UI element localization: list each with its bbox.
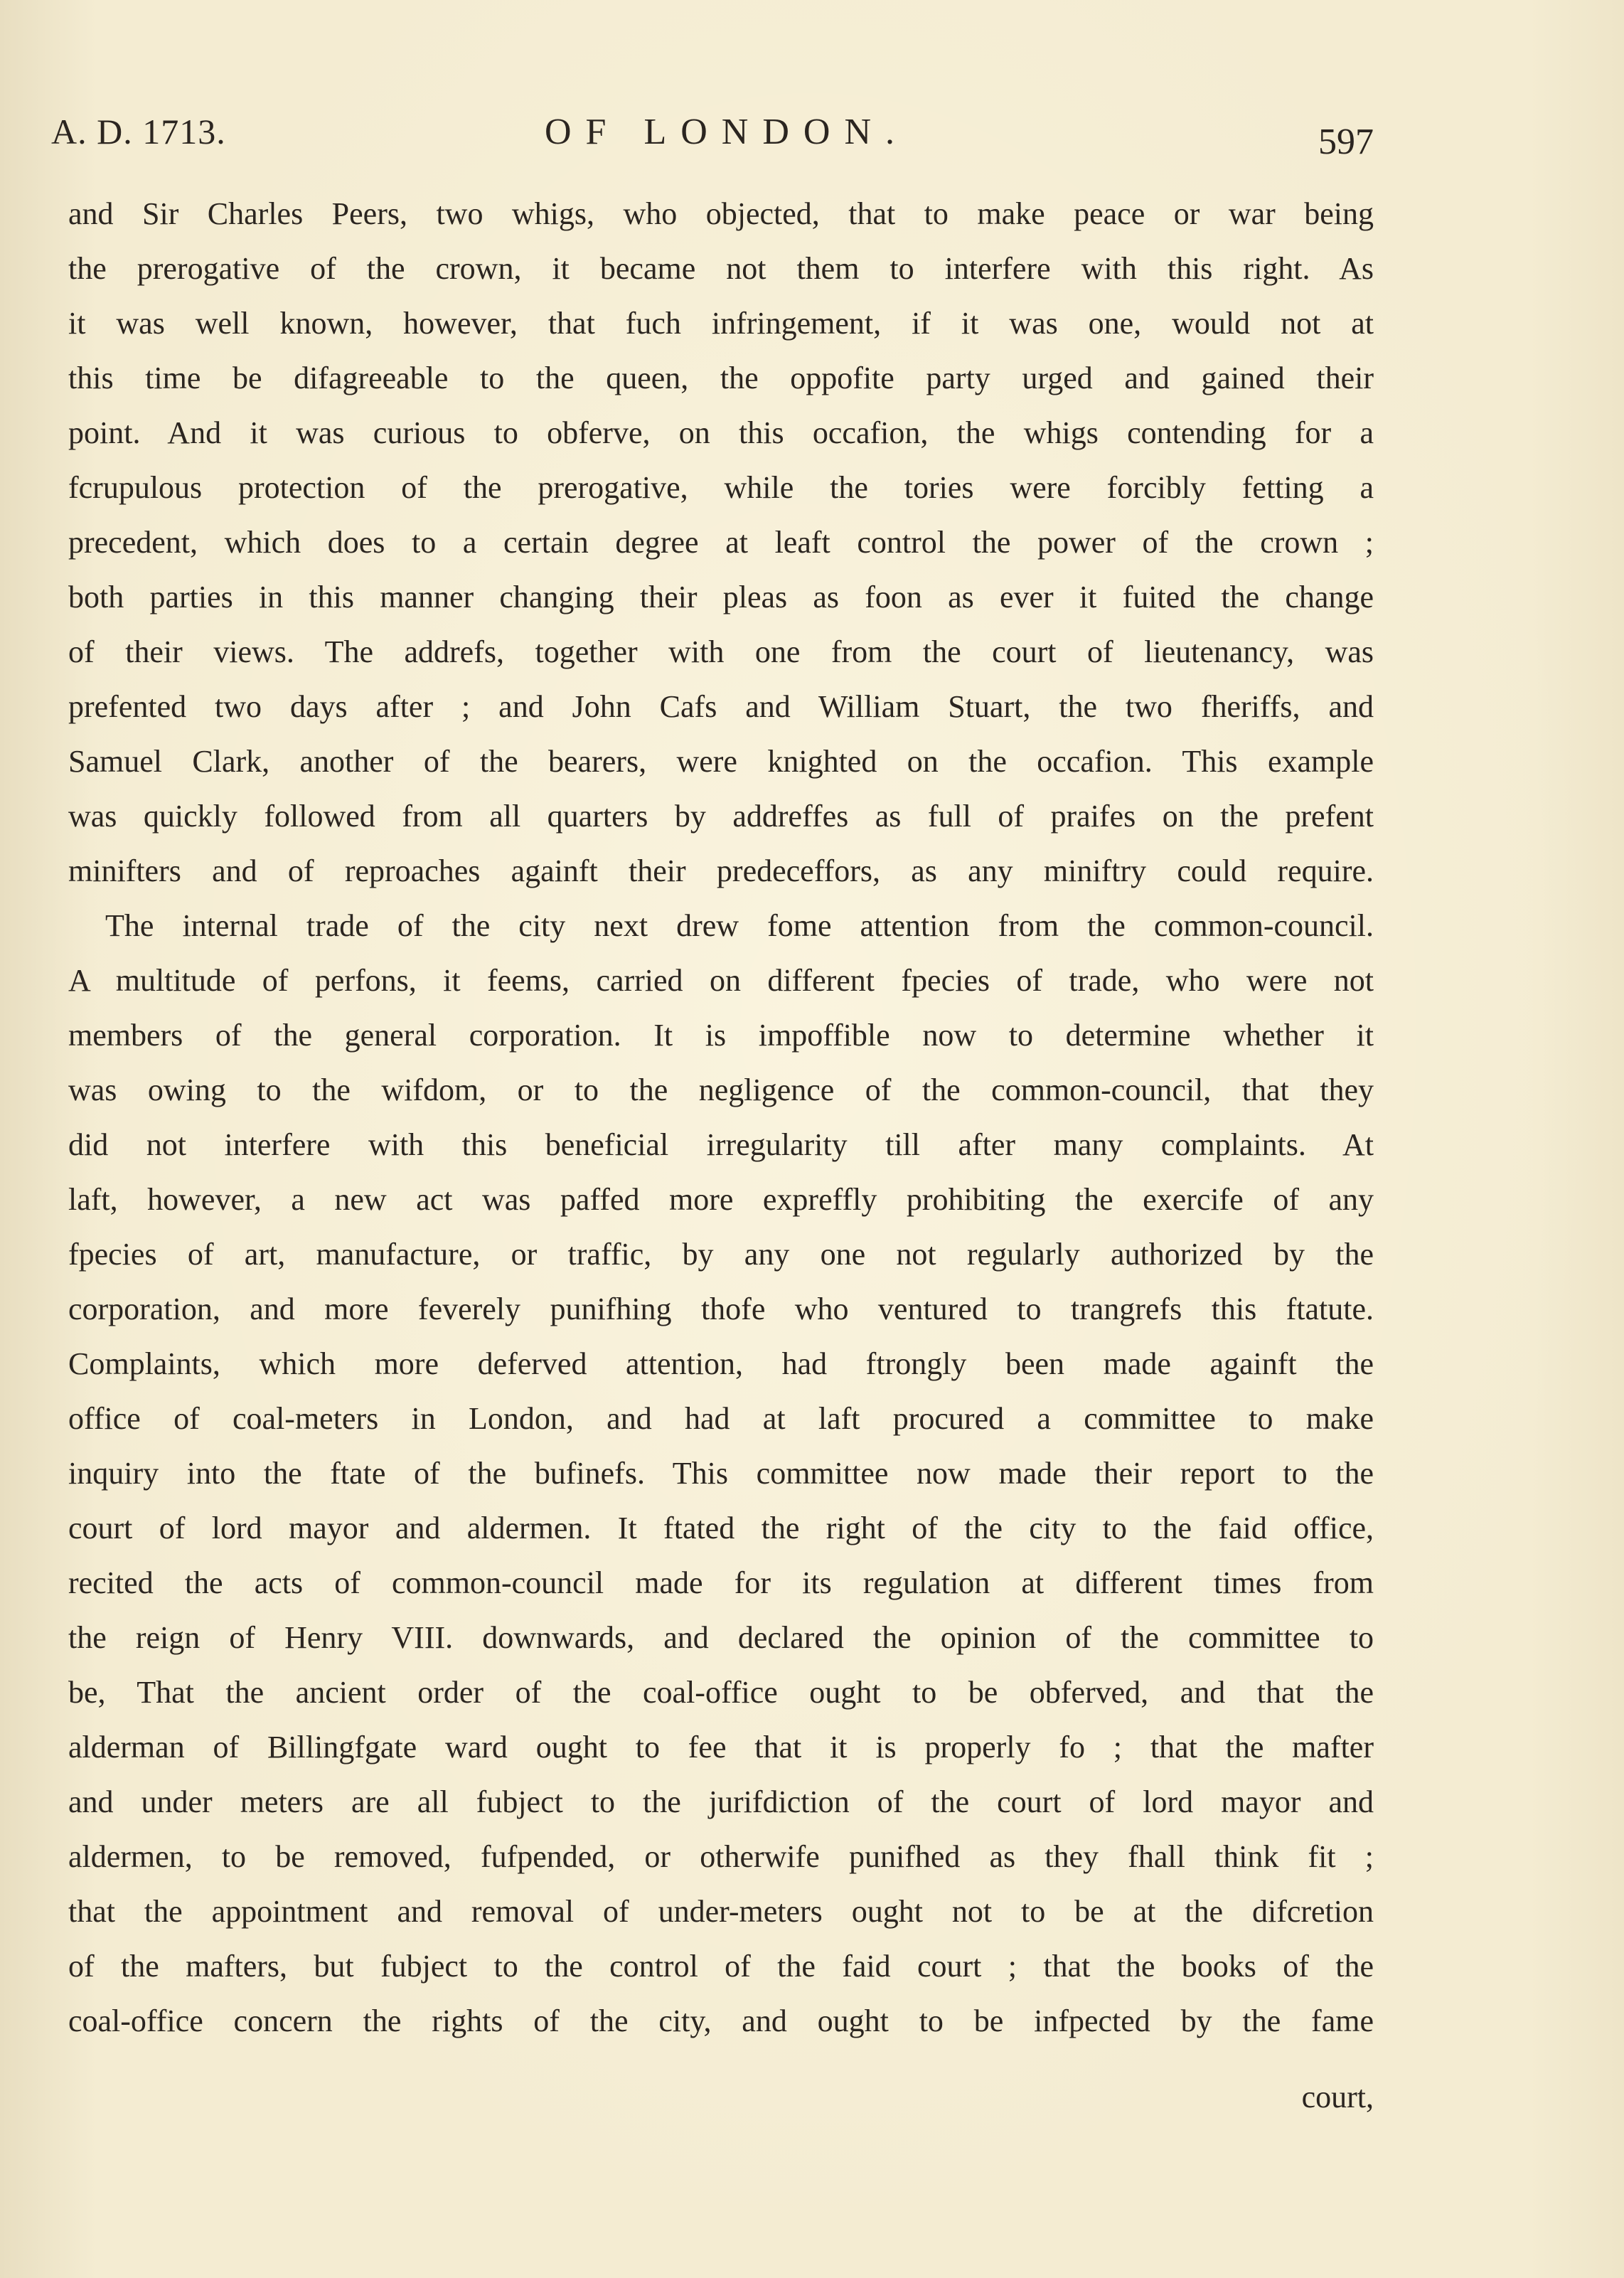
text-line: it was well known, however, that fuch infringement, if it was one, would not at	[68, 306, 1374, 341]
text-line: and under meters are all fubject to the jurifdiction of the court of lord mayor and	[68, 1784, 1374, 1819]
running-header	[51, 107, 1374, 164]
text-line: the reign of Henry VIII. downwards, and declared the opinion of the committee to	[68, 1620, 1374, 1655]
text-line: was owing to the wifdom, or to the negligence of the common-council, that they	[68, 1073, 1374, 1107]
page-number: 597	[1318, 122, 1374, 162]
header-date: A. D. 1713.	[51, 112, 226, 151]
text-line: Complaints, which more deferved attention, had ftrongly been made againft the	[68, 1346, 1374, 1381]
text-line: prefented two days after ; and John Cafs and William Stuart, the two fheriffs, and	[68, 689, 1374, 724]
text-line: did not interfere with this beneficial irregularity till after many complaints. At	[68, 1127, 1374, 1162]
text-line: both parties in this manner changing their pleas as foon as ever it fuited the change	[68, 580, 1374, 614]
text-line: this time be difagreeable to the queen, the oppofite party urged and gained their	[68, 361, 1374, 395]
text-line: Samuel Clark, another of the bearers, were knighted on the occafion. This example	[68, 744, 1374, 779]
text-line: of their views. The addrefs, together with one from the court of lieutenancy, was	[68, 634, 1374, 669]
text-line: coal-office concern the rights of the city, and ought to be infpected by the fame	[68, 2003, 1374, 2038]
text-line: point. And it was curious to obferve, on this occafion, the whigs contending for a	[68, 415, 1374, 450]
paragraph-start-line: The internal trade of the city next drew fome attention from the common-council.	[105, 908, 1374, 943]
text-line: was quickly followed from all quarters by addreffes as full of praifes on the prefent	[68, 799, 1374, 834]
text-line: minifters and of reproaches againft their predeceffors, as any miniftry could require.	[68, 853, 1374, 888]
header-title: OF LONDON.	[545, 112, 909, 152]
text-line: laft, however, a new act was paffed more expreffly prohibiting the exercife of any	[68, 1182, 1374, 1217]
text-line: fpecies of art, manufacture, or traffic, by any one not regularly authorized by the	[68, 1237, 1374, 1272]
text-line: fcrupulous protection of the prerogative, while the tories were forcibly fetting a	[68, 470, 1374, 505]
text-line: be, That the ancient order of the coal-office ought to be obferved, and that the	[68, 1675, 1374, 1710]
text-line: recited the acts of common-council made for its regulation at different times from	[68, 1565, 1374, 1600]
text-line: inquiry into the ftate of the bufinefs. This committee now made their report to the	[68, 1456, 1374, 1491]
text-line: of the mafters, but fubject to the control of the faid court ; that the books of the	[68, 1949, 1374, 1984]
text-line: precedent, which does to a certain degree at leaft control the power of the crown ;	[68, 525, 1374, 560]
text-line: alderman of Billingfgate ward ought to fee that it is properly fo ; that the mafter	[68, 1730, 1374, 1765]
text-line: aldermen, to be removed, fufpended, or otherwife punifhed as they fhall think fit ;	[68, 1839, 1374, 1874]
text-line: court of lord mayor and aldermen. It ftated the right of the city to the faid office,	[68, 1511, 1374, 1545]
text-line: members of the general corporation. It is impoffible now to determine whether it	[68, 1018, 1374, 1053]
text-line: the prerogative of the crown, it became not them to interfere with this right. As	[68, 251, 1374, 286]
text-line: corporation, and more feverely punifhing thofe who ventured to trangrefs this ftatute.	[68, 1292, 1374, 1326]
catchword: court,	[1301, 2080, 1374, 2114]
body-text	[68, 186, 1374, 2048]
text-line: that the appointment and removal of under-meters ought not to be at the difcretion	[68, 1894, 1374, 1929]
text-line: A multitude of perfons, it feems, carried on different fpecies of trade, who were not	[68, 963, 1374, 998]
text-line: and Sir Charles Peers, two whigs, who objected, that to make peace or war being	[68, 196, 1374, 231]
text-line: office of coal-meters in London, and had at laft procured a committee to make	[68, 1401, 1374, 1436]
